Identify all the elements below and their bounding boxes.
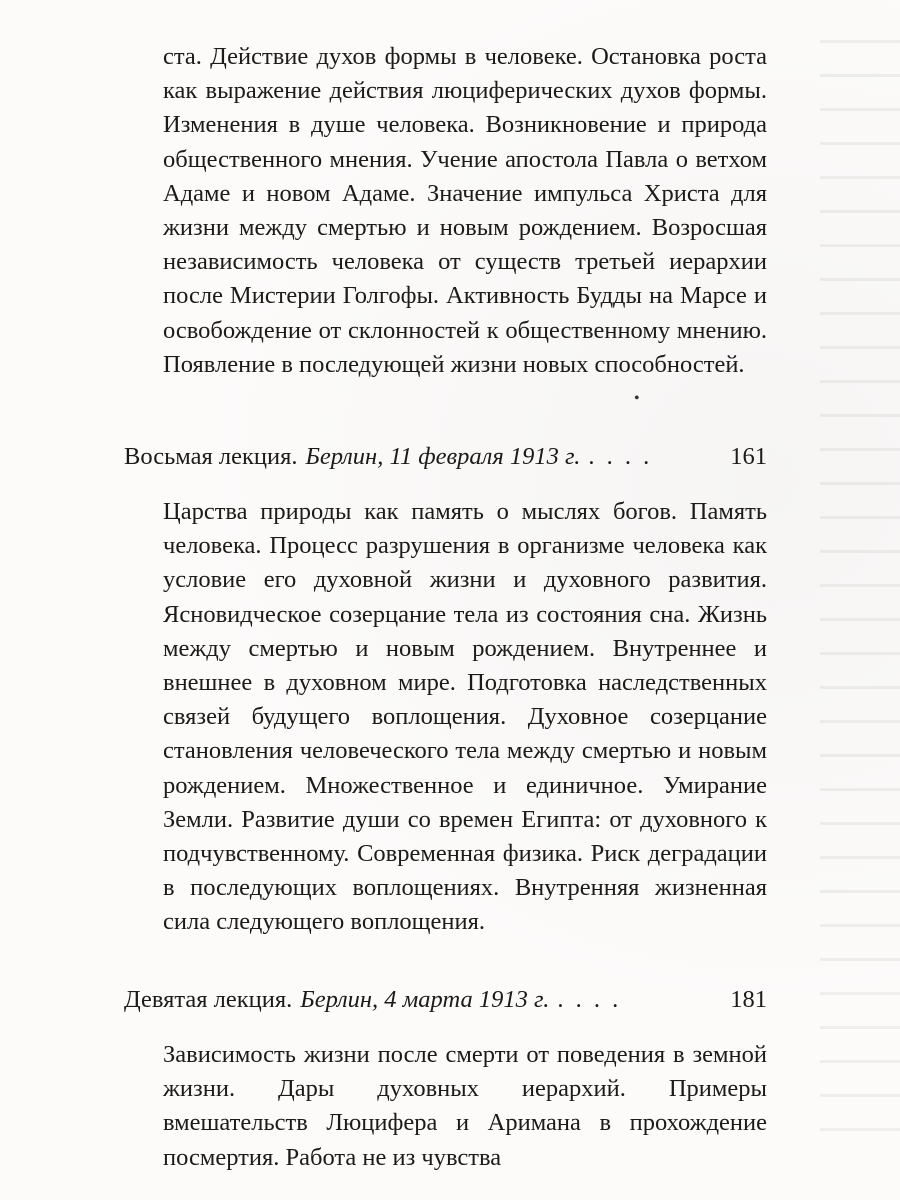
show-through-text: [820, 40, 900, 1140]
lecture-9-title: Девятая лекция.: [124, 986, 293, 1013]
lecture-7-summary: ста. Действие духов формы в человеке. Остановка роста как выражение действия люциферических духов формы. Изменения в душе человека. Возникновение и природа общественного мнения. Учение апостола Павла о ветхом Адаме и новом Адаме. Значение импульса Христа для жизни между смертью и новым рождением. Возросшая независимость человека от существ третьей иерархии после Мистерии Голгофы. Активность Будды на Марсе и освобождение от склонностей к общественному мнению. Появление в последующей жизни новых способностей.: [163, 43, 767, 378]
lecture-8-page-number: 161: [730, 443, 767, 470]
lecture-9-heading: [124, 983, 767, 1017]
lecture-8-summary: Царства природы как память о мыслях богов. Память человека. Процесс разрушения в организме человека как условие его духовной жизни и духовного развития. Ясновидческое созерцание тела из состояния сна. Жизнь между смертью и новым рождением. Внутреннее и внешнее в духовном мире. Подготовка наследственных связей будущего воплощения. Духовное созерцание становления человеческого тела между смертью и новым рождением. Множественное и единичное. Умирание Земли. Развитие души со времен Египта: от духовного к подчувственному. Современная физика. Риск деградации в последующих воплощениях. Внутренняя жизненная сила следующего воплощения.: [163, 498, 767, 936]
lecture-8-leader-dots: . . . .: [588, 443, 653, 470]
lecture-9-place-date: Берлин, 4 марта 1913 г.: [300, 986, 550, 1013]
lecture-8-title: Восьмая лекция.: [124, 443, 298, 470]
lecture-9-page-number: 181: [730, 986, 767, 1013]
lecture-8-heading: [124, 440, 767, 474]
lecture-8-place-date: Берлин, 11 февраля 1913 г.: [305, 443, 581, 470]
lecture-9-summary: Зависимость жизни после смерти от поведения в земной жизни. Дары духовных иерархий. Примеры вмешательств Люцифера и Аримана в прохождение посмертия. Работа не из чувства: [163, 1041, 767, 1171]
lecture-9-leader-dots: . . . .: [557, 986, 622, 1013]
stray-dot-mark: •: [634, 390, 640, 407]
